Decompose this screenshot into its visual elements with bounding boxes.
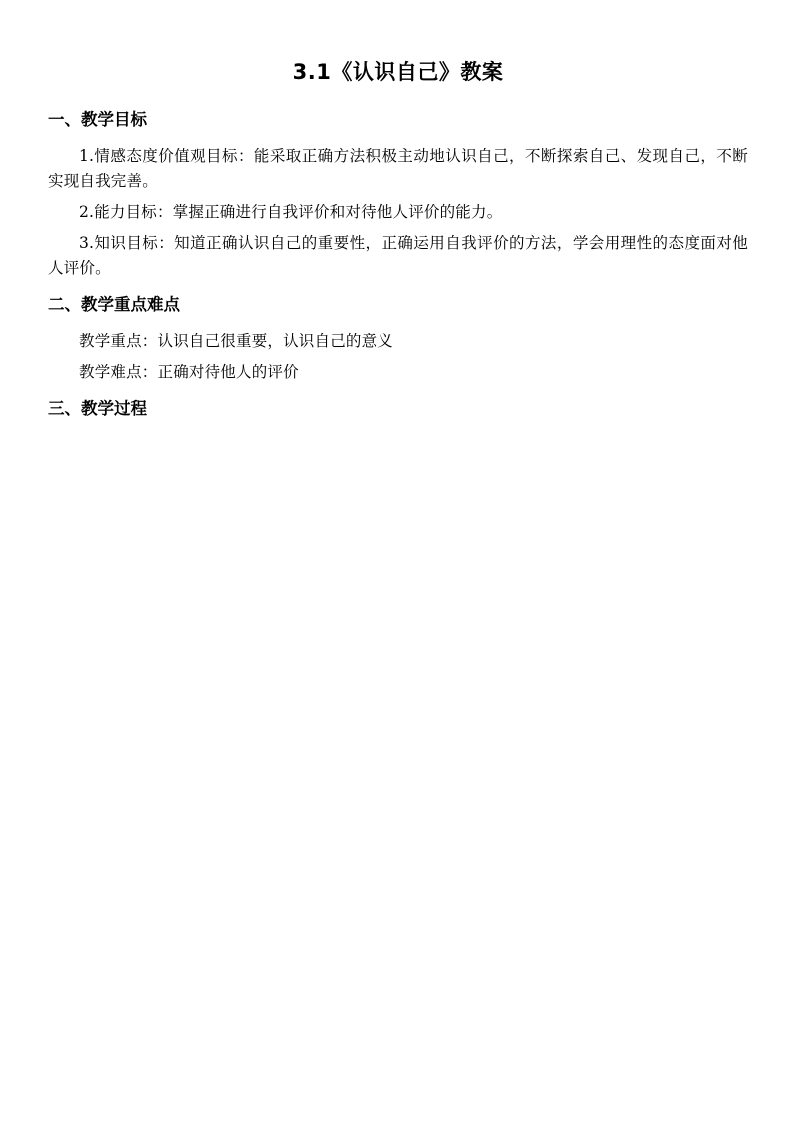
- objective-paragraph-1: 1.情感态度价值观目标：能采取正确方法积极主动地认识自己，不断探索自己、发现自己，不断实现自我完善。: [48, 147, 748, 190]
- section-heading-process: 三、教学过程: [48, 399, 147, 418]
- key-point-paragraph: 教学重点：认识自己很重要，认识自己的意义: [79, 332, 394, 350]
- document-page: [48, 58, 748, 441]
- difficulty-paragraph: 教学难点：正确对待他人的评价: [79, 363, 299, 381]
- objective-paragraph-3: 3.知识目标：知道正确认识自己的重要性，正确运用自我评价的方法，学会用理性的态度面对他人评价。: [48, 234, 748, 277]
- document-title: 3.1《认识自己》教案: [292, 60, 504, 84]
- section-heading-key-points: 二、教学重点难点: [48, 295, 180, 314]
- objective-paragraph-2: 2.能力目标：掌握正确进行自我评价和对待他人评价的能力。: [79, 203, 503, 221]
- section-heading-objectives: 一、教学目标: [48, 110, 147, 129]
